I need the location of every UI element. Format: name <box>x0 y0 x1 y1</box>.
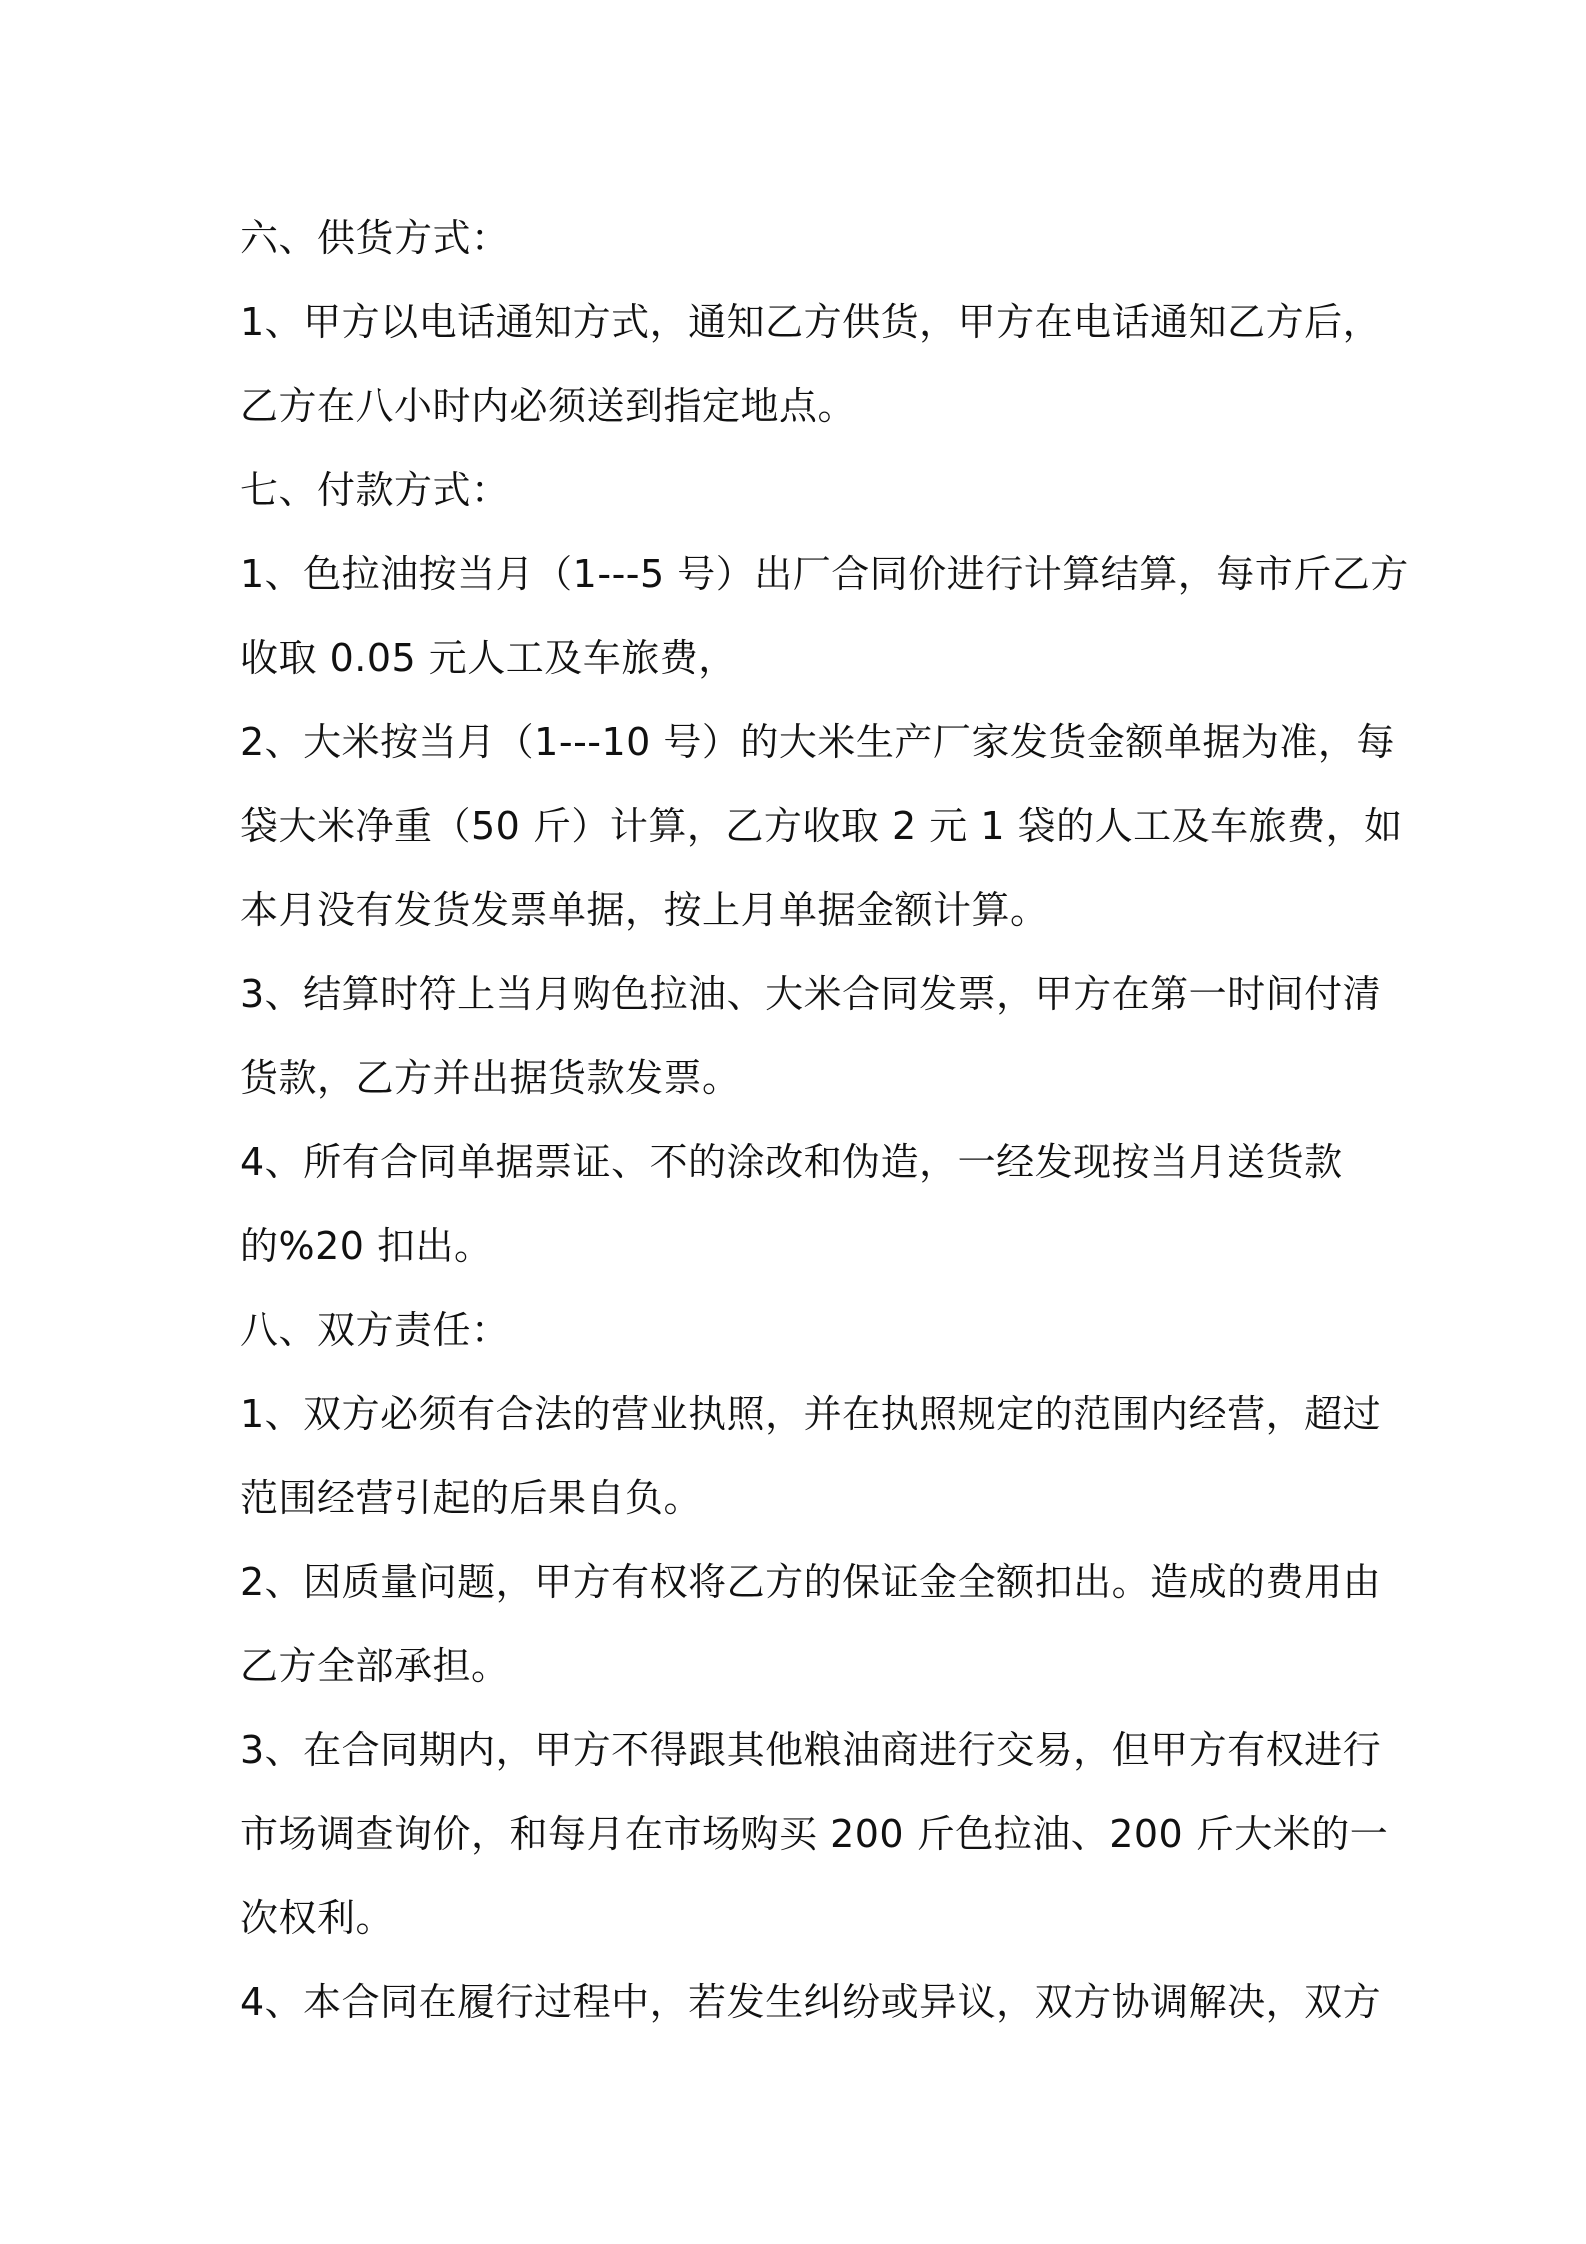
text-line: 袋大米净重（50 斤）计算，乙方收取 2 元 1 袋的人工及车旅费，如 <box>240 804 1403 848</box>
text-line: 3、在合同期内，甲方不得跟其他粮油商进行交易，但甲方有权进行 <box>240 1728 1382 1772</box>
text-line: 1、甲方以电话通知方式，通知乙方供货，甲方在电话通知乙方后， <box>240 300 1382 344</box>
section-heading-responsibilities: 八、双方责任： <box>240 1308 510 1352</box>
text-line: 范围经营引起的后果自负。 <box>240 1476 703 1520</box>
document-body <box>240 196 1409 2044</box>
text-line: 本月没有发货发票单据，按上月单据金额计算。 <box>240 888 1049 932</box>
section-heading-payment: 七、付款方式： <box>240 468 510 512</box>
text-line: 的%20 扣出。 <box>240 1224 493 1268</box>
text-line: 货款，乙方并出据货款发票。 <box>240 1056 741 1100</box>
text-line: 市场调查询价，和每月在市场购买 200 斤色拉油、200 斤大米的一 <box>240 1812 1389 1856</box>
text-line: 2、因质量问题，甲方有权将乙方的保证金全额扣出。造成的费用由 <box>240 1560 1382 1604</box>
text-line: 3、结算时符上当月购色拉油、大米合同发票，甲方在第一时间付清 <box>240 972 1382 1016</box>
text-line: 乙方在八小时内必须送到指定地点。 <box>240 384 857 428</box>
section-heading-supply: 六、供货方式： <box>240 216 510 260</box>
text-line: 2、大米按当月（1---10 号）的大米生产厂家发货金额单据为准，每 <box>240 720 1395 764</box>
text-line: 4、所有合同单据票证、不的涂改和伪造，一经发现按当月送货款 <box>240 1140 1343 1184</box>
text-line: 4、本合同在履行过程中，若发生纠纷或异议，双方协调解决，双方 <box>240 1980 1382 2024</box>
text-line: 收取 0.05 元人工及车旅费， <box>240 636 737 680</box>
text-line: 次权利。 <box>240 1896 395 1940</box>
text-line: 乙方全部承担。 <box>240 1644 510 1688</box>
text-line: 1、色拉油按当月（1---5 号）出厂合同价进行计算结算，每市斤乙方 <box>240 552 1409 596</box>
text-line: 1、双方必须有合法的营业执照，并在执照规定的范围内经营，超过 <box>240 1392 1382 1436</box>
